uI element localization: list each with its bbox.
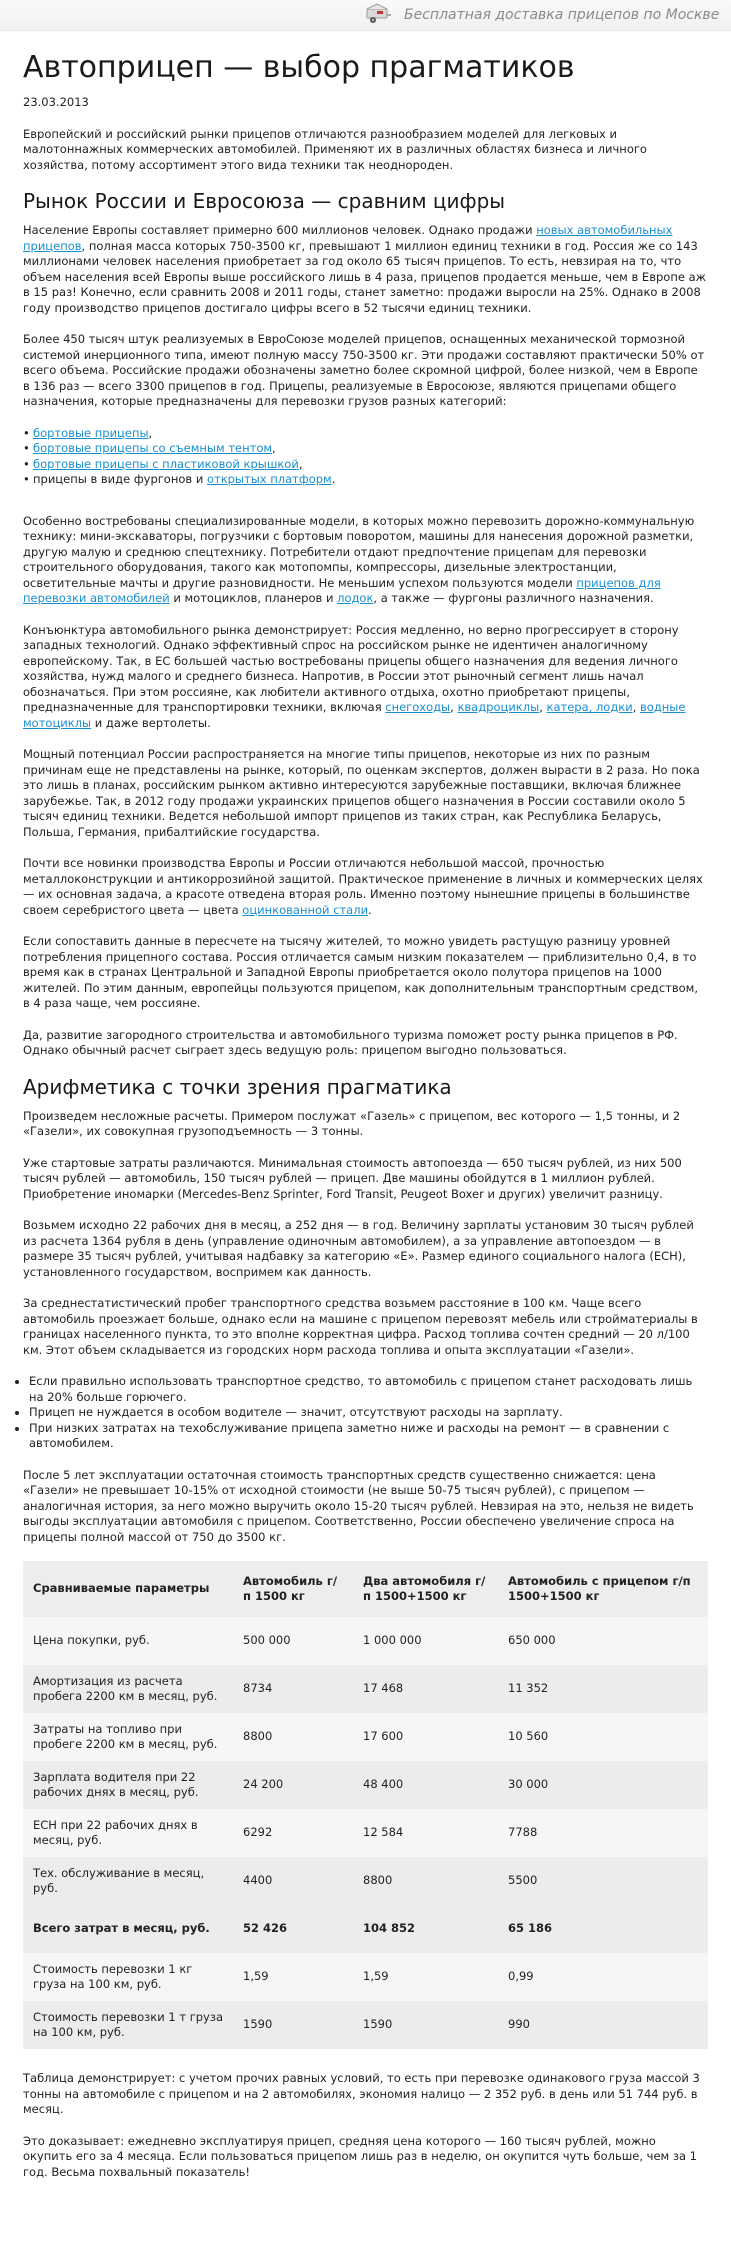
table-cell: 52 426 [233, 1905, 353, 1953]
table-cell: 17 600 [353, 1713, 498, 1761]
article-date: 23.03.2013 [23, 95, 89, 109]
paragraph: Конъюнктура автомобильного рынка демонстрирует: Россия медленно, но верно прогрессирует в сторону западных технологий. Однако эффективный спрос на российском рынке не идентичен аналогичному европейскому. Так, в ЕС большей частью востребованы прицепы общего назначения для ведения личного хозяйства, нужд малого и среднего бизнеса. Напротив, в России этот рыночный сегмент лишь начал обозначаться. При этом россияне, как любители активного отдыха, охотно приобретают прицепы, предназначенные для транспортировки техники, включая снегоходы, квадроциклы, катера, лодки, водные мотоциклы и даже вертолеты. [23, 622, 686, 730]
table-row [23, 1857, 708, 1905]
table-cell: ЕСН при 22 рабочих днях в месяц, руб. [23, 1809, 233, 1857]
table-row [23, 1761, 708, 1809]
table-cell: Зарплата водителя при 22 рабочих днях в месяц, руб. [23, 1761, 233, 1809]
table-cell: 4400 [233, 1857, 353, 1905]
paragraph: Это доказывает: ежедневно эксплуатируя прицеп, средняя цена которого — 160 тысяч рублей, можно окупить его за 4 месяца. Если пользоваться прицепом лишь раз в неделю, он окупится чуть больше, чем за 1 год. Весьма похвальный показатель! [23, 2133, 697, 2179]
link-open-platforms[interactable]: открытых платформ [206, 472, 332, 486]
table-cell: 650 000 [498, 1617, 708, 1665]
table-cell: 5500 [498, 1857, 708, 1905]
intro-paragraph: Европейский и российский рынки прицепов отличаются разнообразием моделей для легковых и малотоннажных коммерческих автомобилей. Применяют их в различных областях бизнеса и личного хозяйства, потому ассортимент этого вида техники так неоднороден. [23, 126, 647, 172]
table-row [23, 1953, 708, 2001]
table-header-cell: Автомобиль г/п 1500 кг [233, 1561, 353, 1617]
link-snowmobiles[interactable]: снегоходы [385, 700, 451, 714]
advantages-list [13, 1374, 708, 1452]
table-cell: 1 000 000 [353, 1617, 498, 1665]
paragraph: Почти все новинки производства Европы и России отличаются небольшой массой, прочностью металлоконструкции и антикоррозийной защитой. Практическое применение в личных и коммерческих целях — их основная задача, а красоте отведена вторая роль. Именно поэтому нынешние прицепы в большинстве своем серебристого цвета — цвета оцинкованной стали. [23, 856, 703, 917]
table-cell: 12 584 [353, 1809, 498, 1857]
table-row [23, 1617, 708, 1665]
table-cell: 500 000 [233, 1617, 353, 1665]
paragraph: Население Европы составляет примерно 600 миллионов человек. Однако продажи новых автомобильных прицепов, полная масса которых 750-3500 кг, превышают 1 миллион единиц техники в год. Россия же со 143 миллионами человек населения приобретает за год около 65 тысяч прицепов. То есть, невзирая на то, что объем населения всей Европы выше российского лишь в 4 раза, прицепов продается меньше, чем в Европе аж в 15 раз! Конечно, если сравнить 2008 и 2011 годы, станет заметно: продажи выросли на 25%. Однако в 2008 году производство прицепов достигало цифры всего в 52 тысячи единиц техники. [23, 223, 706, 315]
table-cell: Стоимость перевозки 1 кг груза на 100 км, руб. [23, 1953, 233, 2001]
table-cell: 17 468 [353, 1665, 498, 1713]
paragraph: Если сопоставить данные в пересчете на тысячу жителей, то можно увидеть растущую разницу уровней потребления прицепного состава. Россия отличается самым низким показателем — приблизительно 0,4, в то время как в странах Центральной и Западной Европы приобретается около полутора прицепов на 1000 жителей. По этим данным, европейцы пользуются прицепом, как дополнительным транспортным средством, в 4 раза чаще, чем россияне. [23, 934, 699, 1010]
table-row [23, 1713, 708, 1761]
article [0, 51, 731, 2180]
page-title: Автоприцеп — выбор прагматиков [23, 50, 575, 85]
comparison-table [23, 1561, 708, 2049]
table-cell: Тех. обслуживание в месяц, руб. [23, 1857, 233, 1905]
list-item: • бортовые прицепы с пластиковой крышкой, [25, 457, 708, 473]
link-new-trailers[interactable]: новых автомобильных прицепов [23, 223, 673, 253]
link-galvanized-steel[interactable]: оцинкованной стали [242, 902, 369, 917]
list-item: • бортовые прицепы со съемным тентом, [25, 441, 708, 457]
table-cell: 104 852 [353, 1905, 498, 1953]
section-heading-arithmetic: Арифметика с точки зрения прагматика [23, 1074, 452, 1099]
table-total-row [23, 1905, 708, 1953]
paragraph: Таблица демонстрирует: с учетом прочих равных условий, то есть при перевозке одинакового груза массой 3 тонны на автомобиле с прицепом и на 2 автомобилях, экономия налицо — 2 352 руб. в день или 51 744 руб. в месяц. [23, 2071, 700, 2116]
paragraph: Да, развитие загородного строительства и автомобильного туризма поможет росту рынка прицепов в РФ. Однако обычный расчет сыграет здесь ведущую роль: прицепом выгодно пользоваться. [23, 1027, 678, 1057]
trailer-logo-icon[interactable] [364, 3, 392, 25]
table-cell: 8800 [233, 1713, 353, 1761]
table-header-row [23, 1561, 708, 1617]
table-cell: 1590 [353, 2001, 498, 2049]
table-cell: Затраты на топливо при пробеге 2200 км в месяц, руб. [23, 1713, 233, 1761]
table-cell: 0,99 [498, 1953, 708, 2001]
link-boats-launches[interactable]: катера, лодки [546, 700, 633, 714]
paragraph: Произведем несложные расчеты. Примером послужат «Газель» с прицепом, вес которого — 1,5 тонны, и 2 «Газели», их совокупная грузоподъемность — 3 тонны. [23, 1108, 681, 1138]
table-cell: 10 560 [498, 1713, 708, 1761]
table-header-cell: Два автомобиля г/п 1500+1500 кг [353, 1561, 498, 1617]
table-cell: Стоимость перевозки 1 т груза на 100 км, руб. [23, 2001, 233, 2049]
paragraph: За среднестатистический пробег транспортного средства возьмем расстояние в 100 км. Чаще всего автомобиль проезжает больше, однако если на машине с прицепом перевозят мебель или стройматериалы в границах населенного пункта, то это вполне корректная цифра. Расход топлива сочтен средний — 20 л/100 км. Этот объем складывается из городских норм расхода топлива и опыта эксплуатации «Газели». [23, 1296, 698, 1357]
table-cell: 6292 [233, 1809, 353, 1857]
link-jet-skis[interactable]: водные мотоциклы [23, 700, 686, 730]
paragraph: Особенно востребованы специализированные модели, в которых можно перевозить дорожно-коммунальную технику: мини-экскаваторы, погрузчики с бортовым поворотом, машины для нанесения дорожной разметки, другую малую и среднюю спецтехнику. Потребители отдают предпочтение прицепам для перевозки строительного оборудования, такого как мотопомпы, компрессоры, дизельные электростанции, осветительные мачты и другие разновидности. Не меньшим успехом пользуются модели прицепов для перевозки автомобилей и мотоциклов, планеров и лодок, а также — фургоны различного назначения. [23, 513, 695, 605]
link-car-transport-trailers[interactable]: прицепов для перевозки автомобилей [23, 575, 661, 605]
table-cell: Цена покупки, руб. [23, 1617, 233, 1665]
table-row [23, 1809, 708, 1857]
link-quads[interactable]: квадроциклы [457, 700, 540, 714]
header-tagline[interactable]: Бесплатная доставка прицепов по Москве [404, 7, 720, 23]
list-item: • прицепы в виде фургонов и открытых платформ. [25, 472, 708, 488]
trailer-types-list [23, 426, 708, 488]
link-tent-trailers[interactable]: бортовые прицепы со съемным тентом [33, 441, 273, 455]
link-side-trailers[interactable]: бортовые прицепы [33, 425, 149, 440]
link-plastic-cover-trailers[interactable]: бортовые прицепы с пластиковой крышкой [33, 456, 299, 471]
table-cell: 990 [498, 2001, 708, 2049]
table-cell: 1590 [233, 2001, 353, 2049]
table-cell: 7788 [498, 1809, 708, 1857]
list-item: • Если правильно использовать транспортное средство, то автомобиль с прицепом станет расходовать лишь на 20% больше горючего. [29, 1374, 708, 1405]
table-cell: 65 186 [498, 1905, 708, 1953]
list-item: • бортовые прицепы, [25, 426, 708, 442]
paragraph: Уже стартовые затраты различаются. Минимальная стоимость автопоезда — 650 тысяч рублей, из них 500 тысяч рублей — автомобиль, 150 тысяч рублей — прицеп. Две машины обойдутся в 1 миллион рублей. Приобретение иномарки (Mercedes-Benz Sprinter, Ford Transit, Peugeot Boxer и других) увеличит разницу. [23, 1155, 682, 1201]
table-row [23, 1665, 708, 1713]
paragraph: Мощный потенциал России распространяется на многие типы прицепов, некоторые из них по разным причинам еще не представлены на рынке, который, по оценкам экспертов, должен вырасти в 2 раза. Но пока это лишь в планах, российским рынком активно интересуются зарубежные поставщики, включая ближнее зарубежье. Так, в 2012 году продажи украинских прицепов общего назначения в России составили около 5 тысяч единиц техники. Ведется небольшой импорт прицепов из таких стран, как Республика Беларусь, Польша, Германия, прибалтийские государства. [23, 747, 700, 839]
table-cell: 48 400 [353, 1761, 498, 1809]
list-item: • Прицеп не нуждается в особом водителе — значит, отсутствуют расходы на зарплату. [29, 1405, 708, 1421]
top-bar [0, 0, 731, 31]
paragraph: Возьмем исходно 22 рабочих дня в месяц, а 252 дня — в год. Величину зарплаты установим 30 тысяч рублей из расчета 1364 рубля в день (управление одиночным автомобилем), а за управление автопоездом — в размере 35 тысяч рублей, учитывая надбавку за категорию «Е». Размер единого социального налога (ЕСН), установленного государством, воспримем как данность. [23, 1218, 694, 1279]
link-boats[interactable]: лодок [337, 591, 374, 605]
list-item: • При низких затратах на техобслуживание прицепа заметно ниже и расходы на ремонт — в сравнении с автомобилем. [29, 1421, 708, 1452]
table-cell: Всего затрат в месяц, руб. [23, 1905, 233, 1953]
table-row [23, 2001, 708, 2049]
table-cell: 24 200 [233, 1761, 353, 1809]
section-heading-market: Рынок России и Евросоюза — сравним цифры [23, 189, 506, 213]
table-cell: 30 000 [498, 1761, 708, 1809]
table-cell: 8734 [233, 1665, 353, 1713]
table-cell: 8800 [353, 1857, 498, 1905]
spacer [23, 506, 708, 514]
table-cell: 1,59 [353, 1953, 498, 2001]
table-cell: 11 352 [498, 1665, 708, 1713]
table-header-cell: Автомобиль с прицепом г/п 1500+1500 кг [498, 1561, 708, 1617]
table-cell: 1,59 [233, 1953, 353, 2001]
paragraph: Более 450 тысяч штук реализуемых в ЕвроСоюзе моделей прицепов, оснащенных механической тормозной системой инерционного типа, имеют полную массу 750-3500 кг. Эти продажи составляют практически 50% от всего объема. Российские продажи обозначены заметно более скромной цифрой, более низкой, чем в Европе в 136 раз — всего 3300 прицепов в год. Прицепы, реализуемые в Евросоюзе, являются прицепами общего назначения, которые предназначены для перевозки грузов разных категорий: [23, 332, 705, 408]
table-header-cell: Сравниваемые параметры [23, 1561, 233, 1617]
paragraph: После 5 лет эксплуатации остаточная стоимость транспортных средств существенно снижается: цена «Газели» не превышает 10-15% от исходной стоимости (не выше 50-75 тысяч рублей), с прицепом — аналогичная история, за него можно выручить около 15-20 тысяч рублей. Невзирая на это, нельзя не видеть выгоды эксплуатации автомобиля с прицепом. Соответственно, России обеспечено увеличение спроса на прицепы полной массой от 750 до 3500 кг. [23, 1467, 694, 1544]
table-cell: Амортизация из расчета пробега 2200 км в месяц, руб. [23, 1665, 233, 1713]
